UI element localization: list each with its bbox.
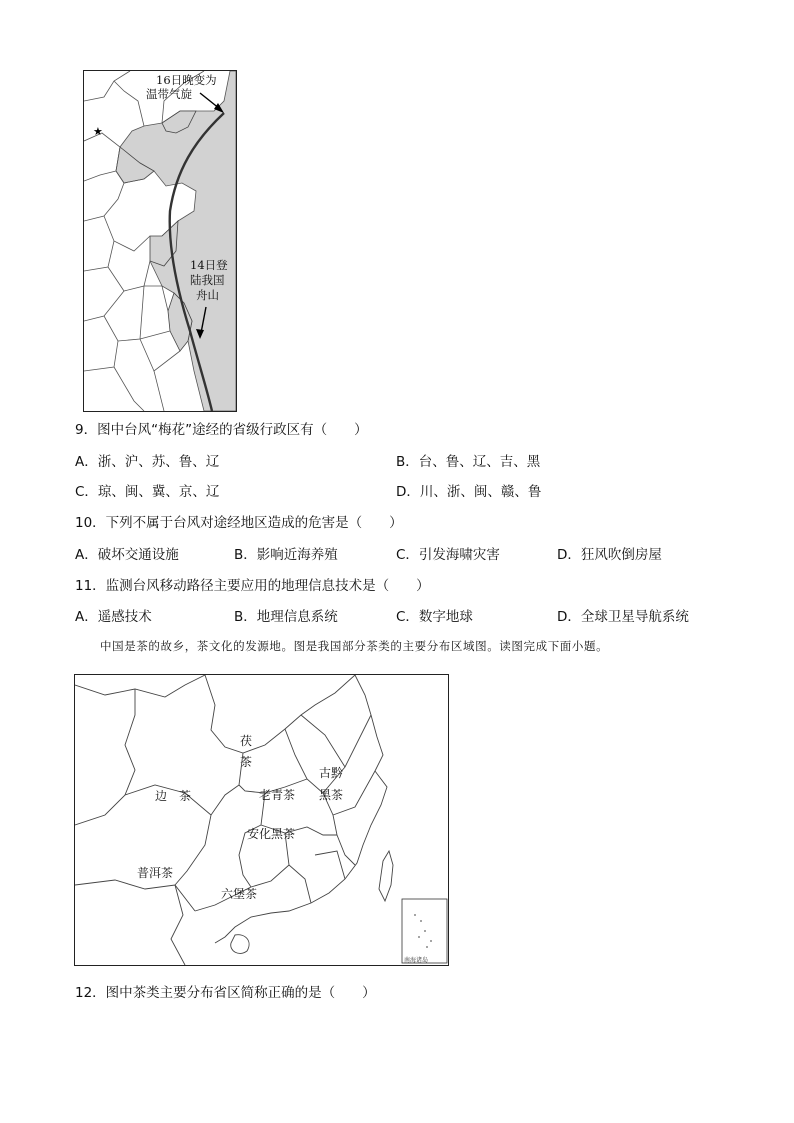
track-label-mid-line1: 14日登 bbox=[190, 258, 228, 272]
question-9-option-c[interactable]: C．琼、闽、冀、京、辽 bbox=[75, 484, 220, 500]
question-12-stem: 12．图中茶类主要分布省区简称正确的是（ ） bbox=[75, 985, 376, 1001]
tea-label-guqian: 古黔 bbox=[319, 766, 344, 780]
question-11-option-a[interactable]: A．遥感技术 bbox=[75, 609, 152, 625]
typhoon-map-svg bbox=[84, 71, 236, 411]
question-9-stem: 9．图中台风“梅花”途经的省级行政区有（ ） bbox=[75, 422, 368, 438]
tea-map-svg bbox=[75, 675, 448, 965]
tea-label-puer: 普洱茶 bbox=[137, 866, 174, 880]
tea-distribution-map bbox=[74, 674, 449, 966]
track-label-top-line2: 温带气旋 bbox=[146, 87, 192, 101]
tea-label-bian: 边 茶 bbox=[155, 789, 192, 803]
question-10-option-a[interactable]: A．破坏交通设施 bbox=[75, 547, 179, 563]
question-9-option-b[interactable]: B．台、鲁、辽、吉、黑 bbox=[396, 454, 541, 470]
track-label-mid-line2: 陆我国 bbox=[190, 273, 225, 287]
tea-label-anhua: 安化黑茶 bbox=[247, 827, 296, 841]
question-11-stem: 11．监测台风移动路径主要应用的地理信息技术是（ ） bbox=[75, 578, 430, 594]
question-11-option-b[interactable]: B．地理信息系统 bbox=[234, 609, 338, 625]
question-10-stem: 10．下列不属于台风对途经地区造成的危害是（ ） bbox=[75, 515, 403, 531]
typhoon-track-map bbox=[83, 70, 237, 412]
question-10-option-b[interactable]: B．影响近海养殖 bbox=[234, 547, 338, 563]
inset-label: 南海诸岛 bbox=[404, 957, 429, 964]
tea-label-liubao: 六堡茶 bbox=[221, 887, 258, 901]
tea-label-fu-2: 茶 bbox=[240, 755, 253, 769]
tea-label-heicha: 黑茶 bbox=[319, 788, 344, 802]
tea-label-fu-1: 茯 bbox=[240, 734, 253, 748]
question-9-option-d[interactable]: D．川、浙、闽、赣、鲁 bbox=[396, 484, 542, 500]
question-11-option-d[interactable]: D．全球卫星导航系统 bbox=[557, 609, 689, 625]
tea-intro-text: 中国是茶的故乡，茶文化的发源地。图是我国部分茶类的主要分布区域图。读图完成下面小题。 bbox=[100, 639, 609, 653]
track-label-top-line1: 16日晚变为 bbox=[156, 73, 217, 87]
question-9-option-a[interactable]: A．浙、沪、苏、鲁、辽 bbox=[75, 454, 220, 470]
capital-star-icon: ★ bbox=[93, 125, 103, 138]
question-10-option-d[interactable]: D．狂风吹倒房屋 bbox=[557, 547, 662, 563]
question-10-option-c[interactable]: C．引发海啸灾害 bbox=[396, 547, 500, 563]
track-label-mid-line3: 舟山 bbox=[196, 288, 219, 302]
tea-label-laoqing: 老青茶 bbox=[259, 788, 296, 802]
question-11-option-c[interactable]: C．数字地球 bbox=[396, 609, 473, 625]
